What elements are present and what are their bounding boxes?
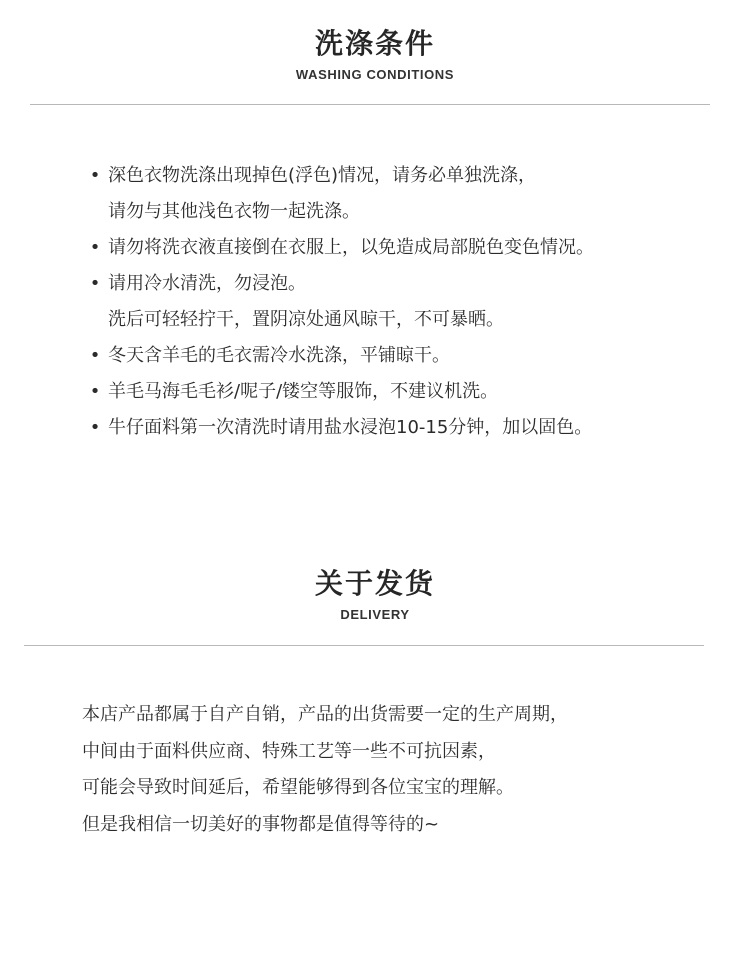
bullet-icon: • <box>89 417 101 438</box>
list-item-text: 冬天含羊毛的毛衣需冷水洗涤，平铺晾干。 <box>108 345 450 366</box>
bullet-icon: • <box>89 345 101 366</box>
list-item-text: 请勿与其他浅色衣物一起洗涤。 <box>108 201 360 222</box>
bullet-icon: • <box>89 381 101 402</box>
list-item <box>80 374 720 410</box>
list-item <box>80 338 720 374</box>
paragraph-line: 但是我相信一切美好的事物都是值得等待的~ <box>82 813 440 835</box>
list-item-text: 洗后可轻轻拧干，置阴凉处通风晾干，不可暴晒。 <box>108 309 504 330</box>
paragraph-line: 本店产品都属于自产自销，产品的出货需要一定的生产周期， <box>82 704 568 725</box>
list-item-text: 牛仔面料第一次清洗时请用盐水浸泡10-15分钟，加以固色。 <box>108 417 593 438</box>
washing-subtitle: WASHING CONDITIONS <box>295 67 455 82</box>
paragraph-line: 中间由于面料供应商、特殊工艺等一些不可抗因素， <box>82 740 496 762</box>
bullet-icon: • <box>89 273 101 294</box>
bullet-icon: • <box>89 165 101 186</box>
delivery-divider <box>24 645 704 646</box>
list-item-text: 羊毛马海毛毛衫/呢子/镂空等服饰，不建议机洗。 <box>108 381 499 402</box>
washing-list <box>80 158 720 446</box>
delivery-paragraph <box>82 697 722 843</box>
paragraph-line: 可能会导致时间延后，希望能够得到各位宝宝的理解。 <box>82 777 514 798</box>
washing-title: 洗涤条件 <box>314 27 435 60</box>
list-item-text: 深色衣物洗涤出现掉色(浮色)情况，请务必单独洗涤， <box>108 165 537 186</box>
list-item-text: 请用冷水清洗，勿浸泡。 <box>108 273 306 294</box>
list-item <box>80 410 720 446</box>
delivery-title: 关于发货 <box>314 567 435 600</box>
list-item <box>80 158 720 230</box>
list-item <box>80 266 720 338</box>
list-item <box>80 230 720 266</box>
bullet-icon: • <box>89 237 101 258</box>
list-item-text: 请勿将洗衣液直接倒在衣服上，以免造成局部脱色变色情况。 <box>108 237 594 258</box>
washing-divider <box>30 104 710 105</box>
delivery-subtitle: DELIVERY <box>340 607 410 622</box>
